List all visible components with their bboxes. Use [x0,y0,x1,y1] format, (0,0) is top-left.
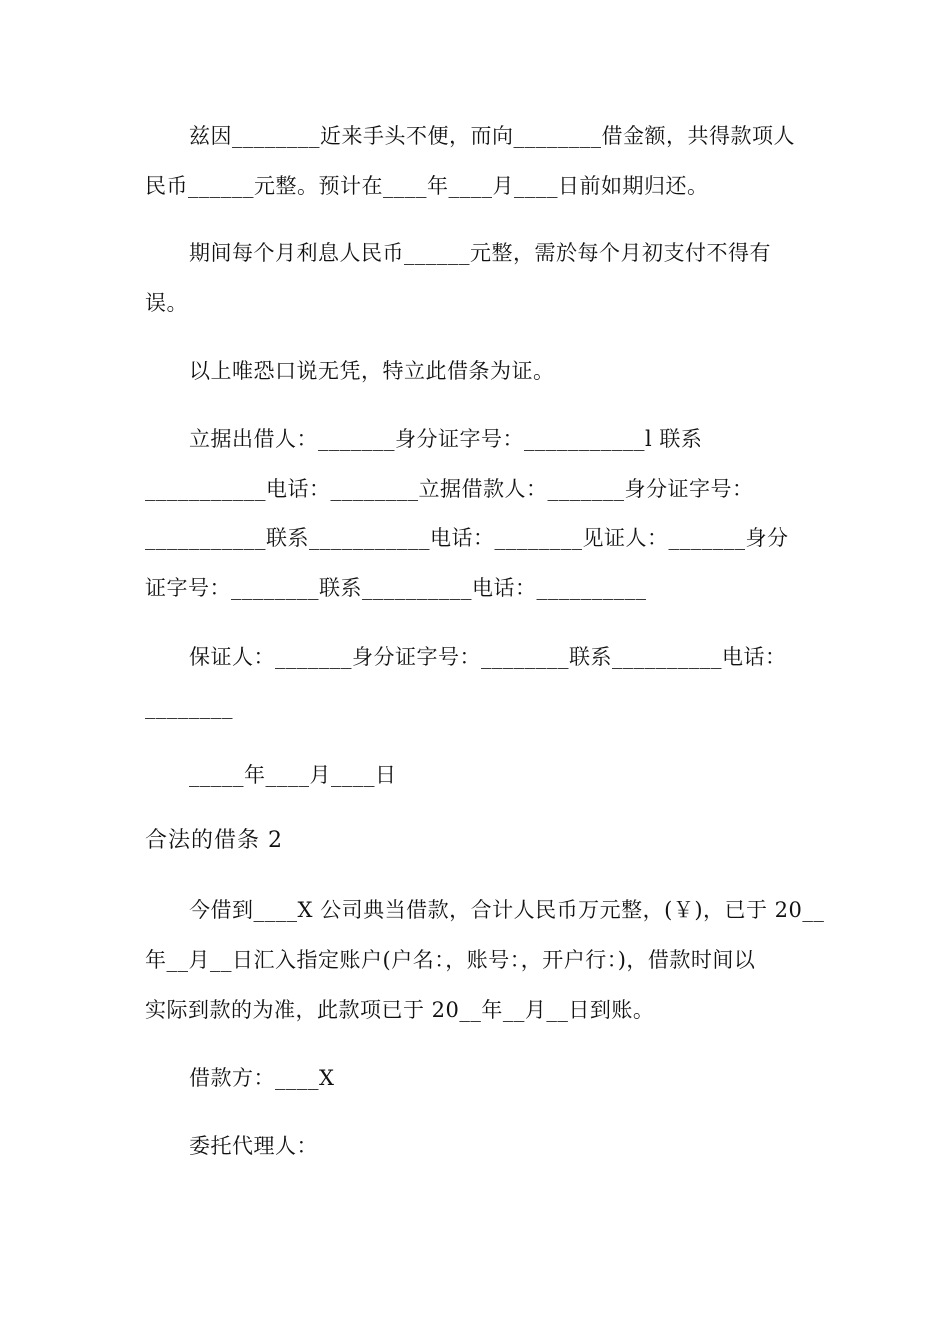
pawn-loan-line-2: 年__月__日汇入指定账户(户名：，账号：，开户行：)，借款时间以 [145,948,756,972]
borrower-line: 借款方：____X [189,1066,335,1090]
guarantor-line-2: ________ [145,695,233,719]
interest-line-2: 误。 [145,291,188,315]
parties-line-1: 立据出借人：_______身分证字号：___________l 联系 [189,427,703,451]
interest-line-1: 期间每个月利息人民币______元整，需於每个月初支付不得有 [189,241,771,265]
loan-statement-line-1: 兹因________近来手头不便，而向________借金额，共得款项人 [189,124,795,148]
parties-line-3: ___________联系___________电话：________见证人：_______身分 [145,526,789,550]
section-heading: 合法的借条 2 [145,828,283,853]
date-line: _____年____月____日 [189,763,397,787]
pawn-loan-line-3: 实际到款的为准，此款项已于 20__年__月__日到账。 [145,998,655,1022]
parties-line-2: ___________电话：________立据借款人：_______身分证字号： [145,477,754,501]
pawn-loan-line-1: 今借到____X 公司典当借款，合计人民币万元整，(￥)，已于 20__ [189,898,825,922]
parties-line-4: 证字号：________联系__________电话：__________ [145,576,647,600]
agent-line: 委托代理人： [189,1134,318,1158]
proof-statement: 以上唯恐口说无凭，特立此借条为证。 [189,359,555,383]
guarantor-line-1: 保证人：_______身分证字号：________联系__________电话： [189,645,787,669]
loan-statement-line-2: 民币______元整。预计在____年____月____日前如期归还。 [145,174,709,198]
